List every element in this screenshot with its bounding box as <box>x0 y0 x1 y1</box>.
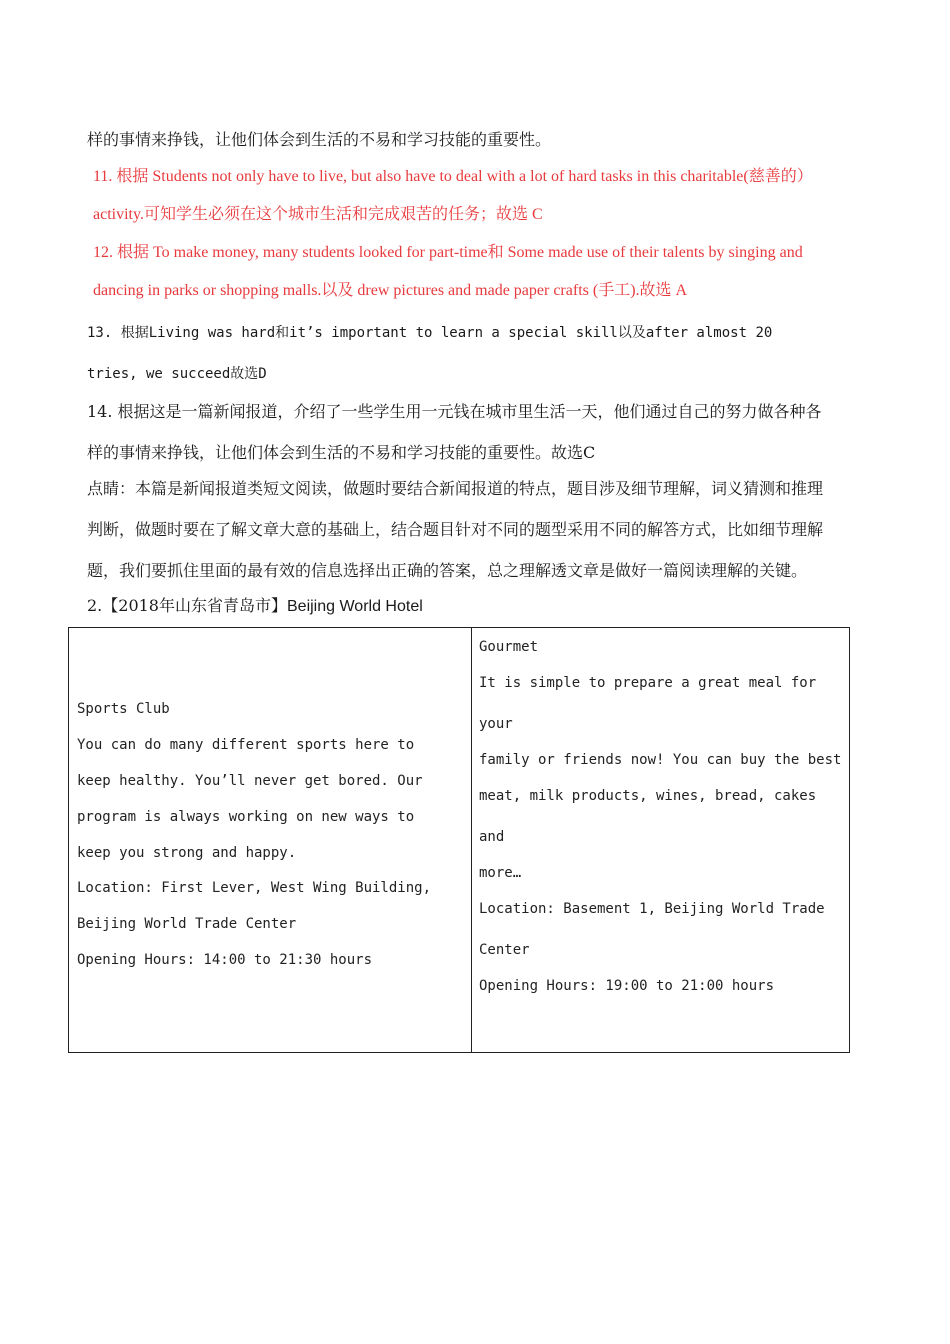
ad-table <box>68 627 850 1053</box>
cell-line: meat, milk products, wines, bread, cakes <box>479 788 817 804</box>
cell-line: It is simple to prepare a great meal for <box>479 675 817 691</box>
cell-line: keep you strong and happy. <box>77 845 297 861</box>
answer-13-line1: 13. 根据Living was hard和it’s important to learn a special skill以及after almost 20 <box>87 325 773 341</box>
answer-12-line1: 12. 根据 To make money, many students looked for part-time和 Some made use of their talents by singing and <box>93 244 803 261</box>
question-2-prefix: 2.【2018年山东省青岛市】 <box>87 596 287 615</box>
sports-club-hours: Opening Hours: 14:00 to 21:30 hours <box>77 952 373 968</box>
table-divider <box>471 628 472 1052</box>
answer-13-line2: tries, we succeed故选D <box>87 366 267 382</box>
sports-club-location: Location: First Lever, West Wing Building, <box>77 880 432 896</box>
cell-line: more… <box>479 865 522 881</box>
gourmet-hours: Opening Hours: 19:00 to 21:00 hours <box>479 978 775 994</box>
cell-line: family or friends now! You can buy the best <box>479 752 842 768</box>
gourmet-title: Gourmet <box>479 639 539 655</box>
sports-club-location-cont: Beijing World Trade Center <box>77 916 297 932</box>
question-2-heading <box>87 593 423 616</box>
answer-14-line2: 样的事情来挣钱，让他们体会到生活的不易和学习技能的重要性。故选C <box>87 443 596 462</box>
answer-11-line1: 11. 根据 Students not only have to live, but also have to deal with a lot of hard tasks in this charitable(慈善的） <box>93 168 813 185</box>
cell-line: You can do many different sports here to <box>77 737 415 753</box>
cell-line: keep healthy. You’ll never get bored. Our <box>77 773 423 789</box>
sports-club-title: Sports Club <box>77 701 170 717</box>
cell-line: your <box>479 716 513 732</box>
cell-line: and <box>479 829 505 845</box>
answer-14-line1: 14. 根据这是一篇新闻报道，介绍了一些学生用一元钱在城市里生活一天，他们通过自己的努力做各种各 <box>87 402 822 421</box>
question-2-title: Beijing World Hotel <box>287 598 423 615</box>
gourmet-location-cont: Center <box>479 942 530 958</box>
answer-12-line2: dancing in parks or shopping malls.以及 drew pictures and made paper crafts (手工).故选 A <box>93 282 688 299</box>
tip-line2: 判断，做题时要在了解文章大意的基础上，结合题目针对不同的题型采用不同的解答方式，比如细节理解 <box>87 520 824 539</box>
text-line: 样的事情来挣钱，让他们体会到生活的不易和学习技能的重要性。 <box>87 130 552 149</box>
tip-line1: 点睛：本篇是新闻报道类短文阅读，做题时要结合新闻报道的特点，题目涉及细节理解，词义猜测和推理 <box>87 479 824 498</box>
tip-line3: 题，我们要抓住里面的最有效的信息选择出正确的答案，总之理解透文章是做好一篇阅读理解的关键。 <box>87 561 808 580</box>
answer-11-line2: activity.可知学生必须在这个城市生活和完成艰苦的任务；故选 C <box>93 206 543 223</box>
cell-line: program is always working on new ways to <box>77 809 415 825</box>
gourmet-location: Location: Basement 1, Beijing World Trade <box>479 901 825 917</box>
